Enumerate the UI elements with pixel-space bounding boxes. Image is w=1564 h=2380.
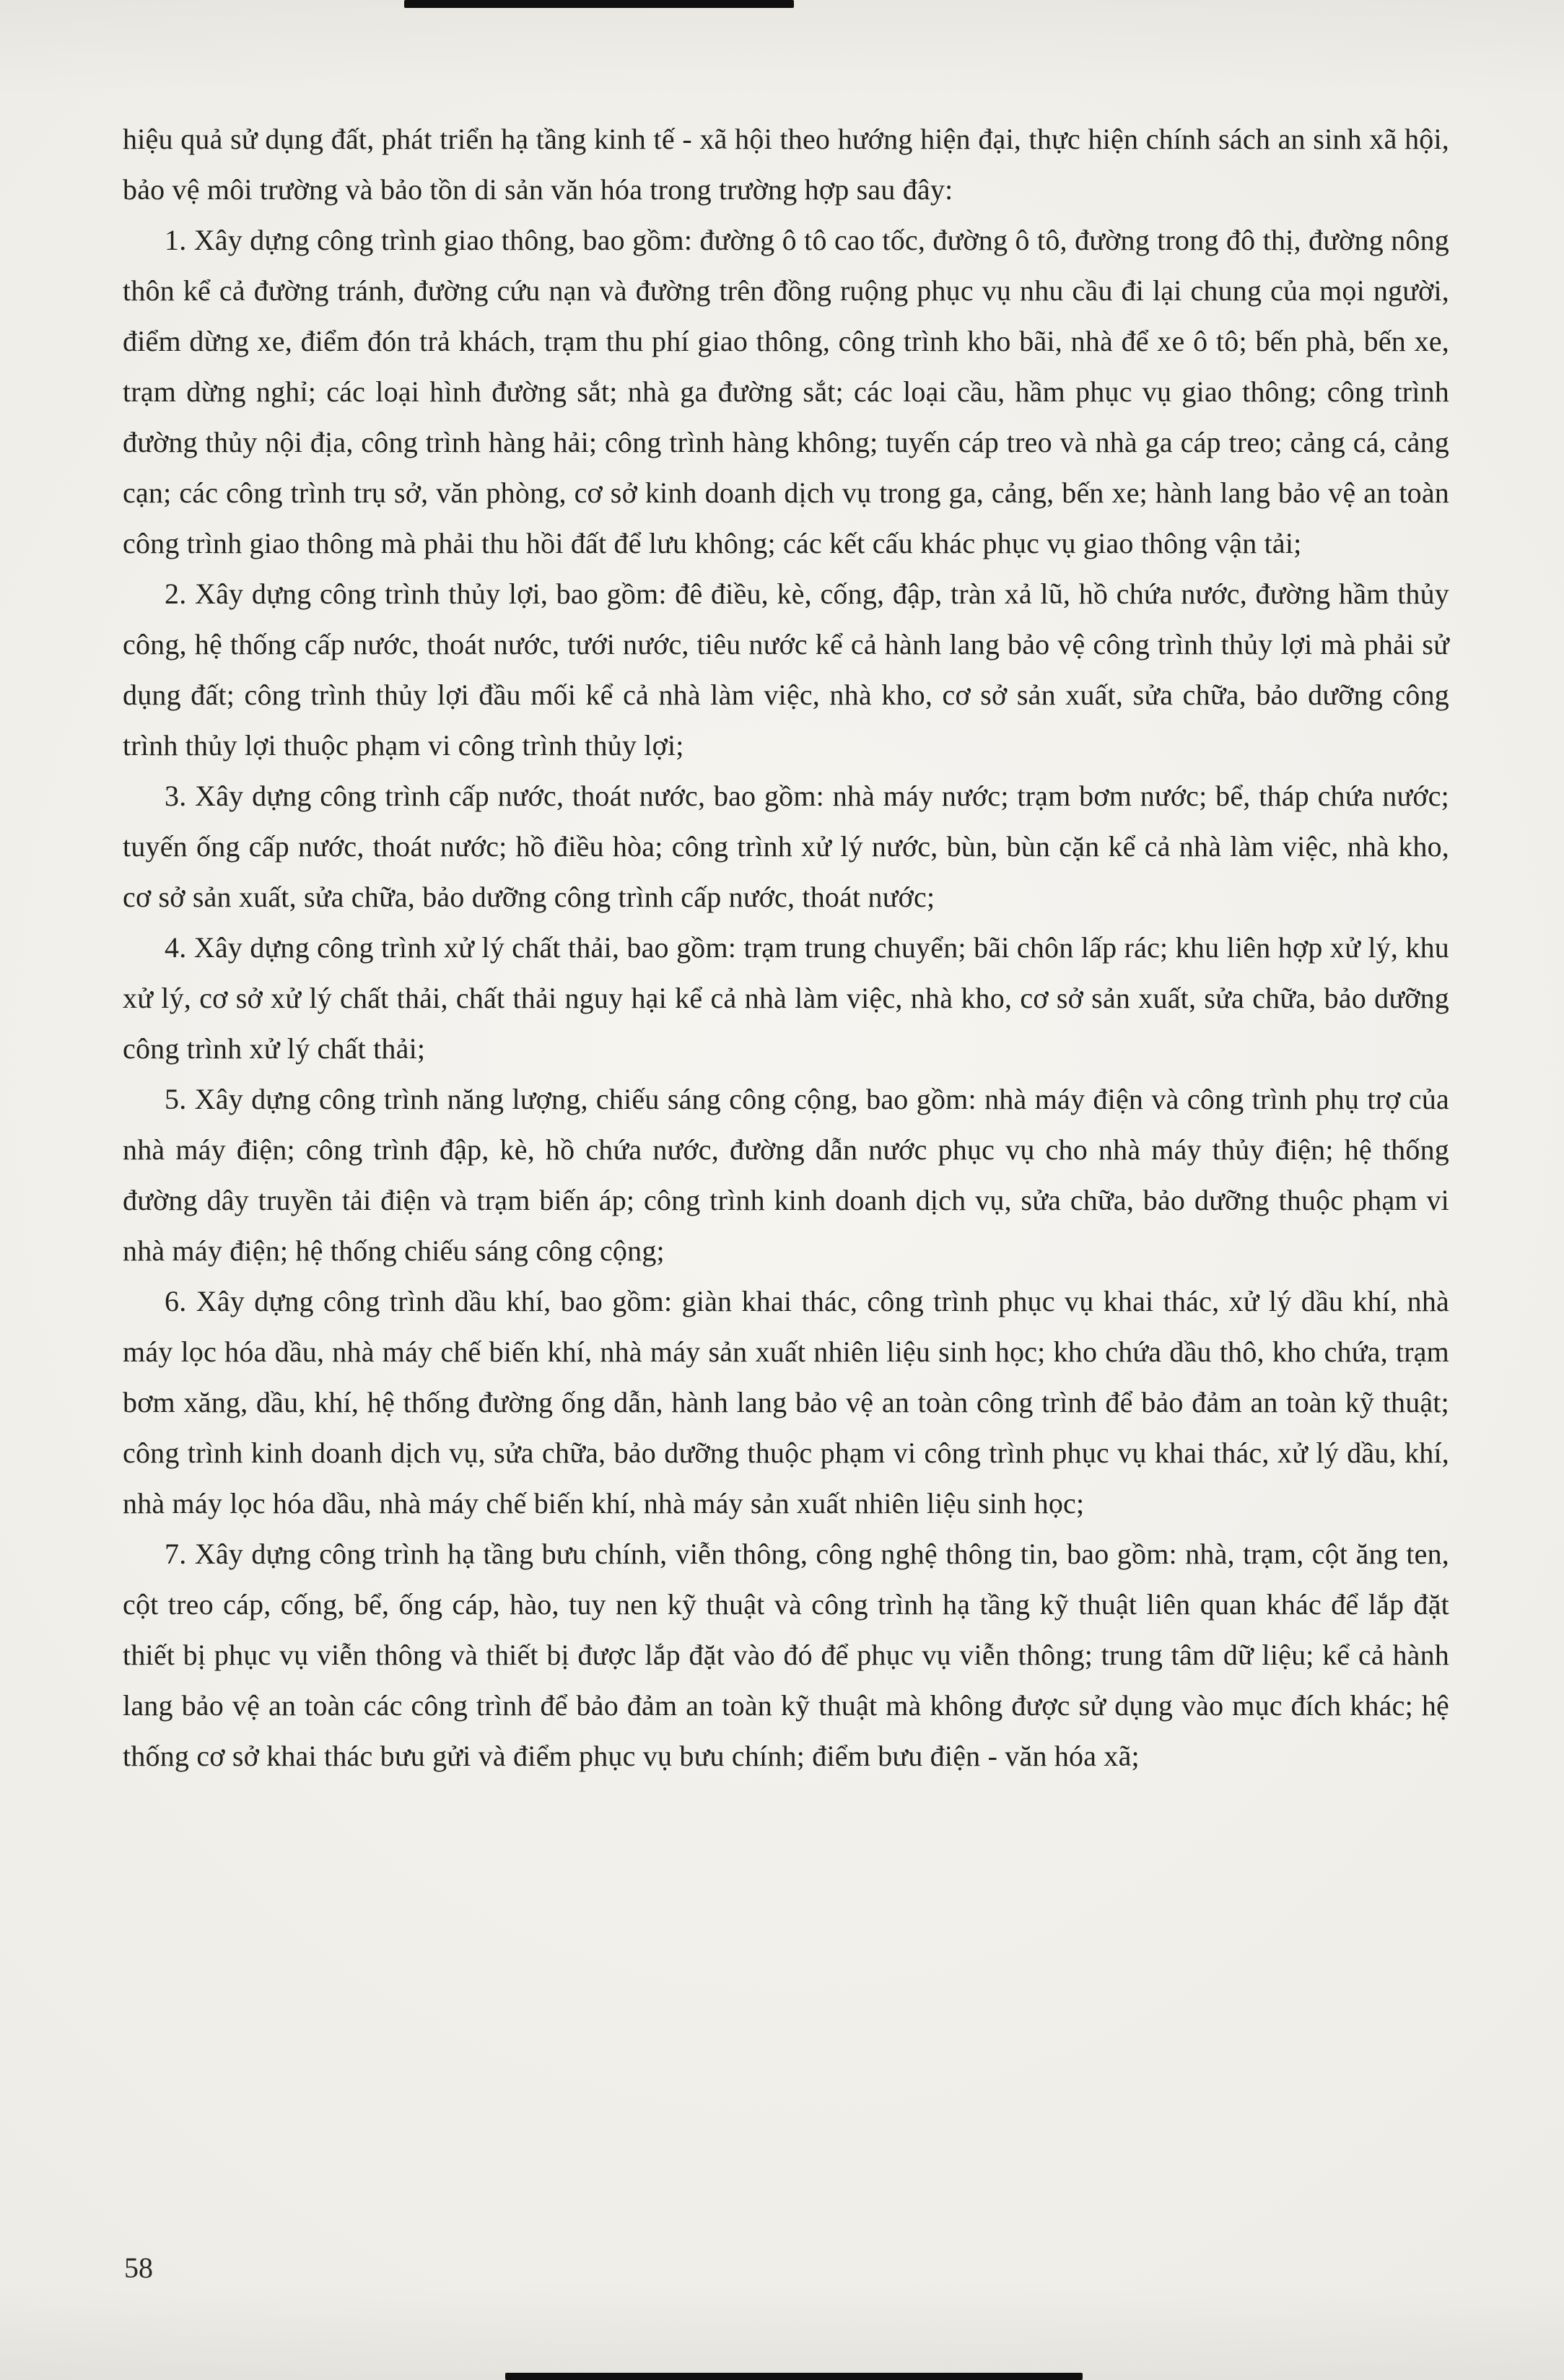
paragraph: 1. Xây dựng công trình giao thông, bao gồm: đường ô tô cao tốc, đường ô tô, đường trong đô thị, đường nông thôn kể cả đường tránh, đường cứu nạn và đường trên đồng ruộng phục vụ nhu cầu đi lại chung của mọi người, điểm dừng xe, điểm đón trả khách, trạm thu phí giao thông, công trình kho bãi, nhà để xe ô tô; bến phà, bến xe, trạm dừng nghỉ; các loại hình đường sắt; nhà ga đường sắt; các loại cầu, hầm phục vụ giao thông; công trình đường thủy nội địa, công trình hàng hải; công trình hàng không; tuyến cáp treo và nhà ga cáp treo; cảng cá, cảng cạn; các công trình trụ sở, văn phòng, cơ sở kinh doanh dịch vụ trong ga, cảng, bến xe; hành lang bảo vệ an toàn công trình giao thông mà phải thu hồi đất để lưu không; các kết cấu khác phục vụ giao thông vận tải;	[123, 224, 1449, 559]
paragraph: 2. Xây dựng công trình thủy lợi, bao gồm: đê điều, kè, cống, đập, tràn xả lũ, hồ chứa nước, đường hầm thủy công, hệ thống cấp nước, thoát nước, tưới nước, tiêu nước kể cả hành lang bảo vệ công trình thủy lợi mà phải sử dụng đất; công trình thủy lợi đầu mối kể cả nhà làm việc, nhà kho, cơ sở sản xuất, sửa chữa, bảo dưỡng công trình thủy lợi thuộc phạm vi công trình thủy lợi;	[123, 577, 1449, 762]
paragraph: 4. Xây dựng công trình xử lý chất thải, bao gồm: trạm trung chuyển; bãi chôn lấp rác; khu liên hợp xử lý, khu xử lý, cơ sở xử lý chất thải, chất thải nguy hại kể cả nhà làm việc, nhà kho, cơ sở sản xuất, sửa chữa, bảo dưỡng công trình xử lý chất thải;	[123, 931, 1449, 1065]
paragraph: 3. Xây dựng công trình cấp nước, thoát nước, bao gồm: nhà máy nước; trạm bơm nước; bể, tháp chứa nước; tuyến ống cấp nước, thoát nước; hồ điều hòa; công trình xử lý nước, bùn, bùn cặn kể cả nhà làm việc, nhà kho, cơ sở sản xuất, sửa chữa, bảo dưỡng công trình cấp nước, thoát nước;	[123, 780, 1449, 913]
page-number: 58	[124, 2252, 153, 2284]
text-block	[123, 114, 1449, 1782]
paragraph: 5. Xây dựng công trình năng lượng, chiếu sáng công cộng, bao gồm: nhà máy điện và công trình phụ trợ của nhà máy điện; công trình đập, kè, hồ chứa nước, đường dẫn nước phục vụ cho nhà máy thủy điện; hệ thống đường dây truyền tải điện và trạm biến áp; công trình kinh doanh dịch vụ, sửa chữa, bảo dưỡng thuộc phạm vi nhà máy điện; hệ thống chiếu sáng công cộng;	[123, 1083, 1449, 1267]
scan-artifact-top	[404, 0, 794, 8]
paragraph: 7. Xây dựng công trình hạ tầng bưu chính, viễn thông, công nghệ thông tin, bao gồm: nhà, trạm, cột ăng ten, cột treo cáp, cống, bể, ống cáp, hào, tuy nen kỹ thuật và công trình hạ tầng kỹ thuật liên quan khác để lắp đặt thiết bị phục vụ viễn thông và thiết bị được lắp đặt vào đó để phục vụ viễn thông; trung tâm dữ liệu; kể cả hành lang bảo vệ an toàn các công trình để bảo đảm an toàn kỹ thuật mà không được sử dụng vào mục đích khác; hệ thống cơ sở khai thác bưu gửi và điểm phục vụ bưu chính; điểm bưu điện - văn hóa xã;	[123, 1538, 1449, 1772]
scan-artifact-bottom	[505, 2373, 1083, 2380]
paragraph: hiệu quả sử dụng đất, phát triển hạ tầng kinh tế - xã hội theo hướng hiện đại, thực hiện chính sách an sinh xã hội, bảo vệ môi trường và bảo tồn di sản văn hóa trong trường hợp sau đây:	[123, 123, 1449, 206]
paragraph: 6. Xây dựng công trình dầu khí, bao gồm: giàn khai thác, công trình phục vụ khai thác, xử lý dầu khí, nhà máy lọc hóa dầu, nhà máy chế biến khí, nhà máy sản xuất nhiên liệu sinh học; kho chứa dầu thô, kho chứa, trạm bơm xăng, dầu, khí, hệ thống đường ống dẫn, hành lang bảo vệ an toàn công trình để bảo đảm an toàn kỹ thuật; công trình kinh doanh dịch vụ, sửa chữa, bảo dưỡng thuộc phạm vi công trình phục vụ khai thác, xử lý dầu, khí, nhà máy lọc hóa dầu, nhà máy chế biến khí, nhà máy sản xuất nhiên liệu sinh học;	[123, 1285, 1449, 1520]
